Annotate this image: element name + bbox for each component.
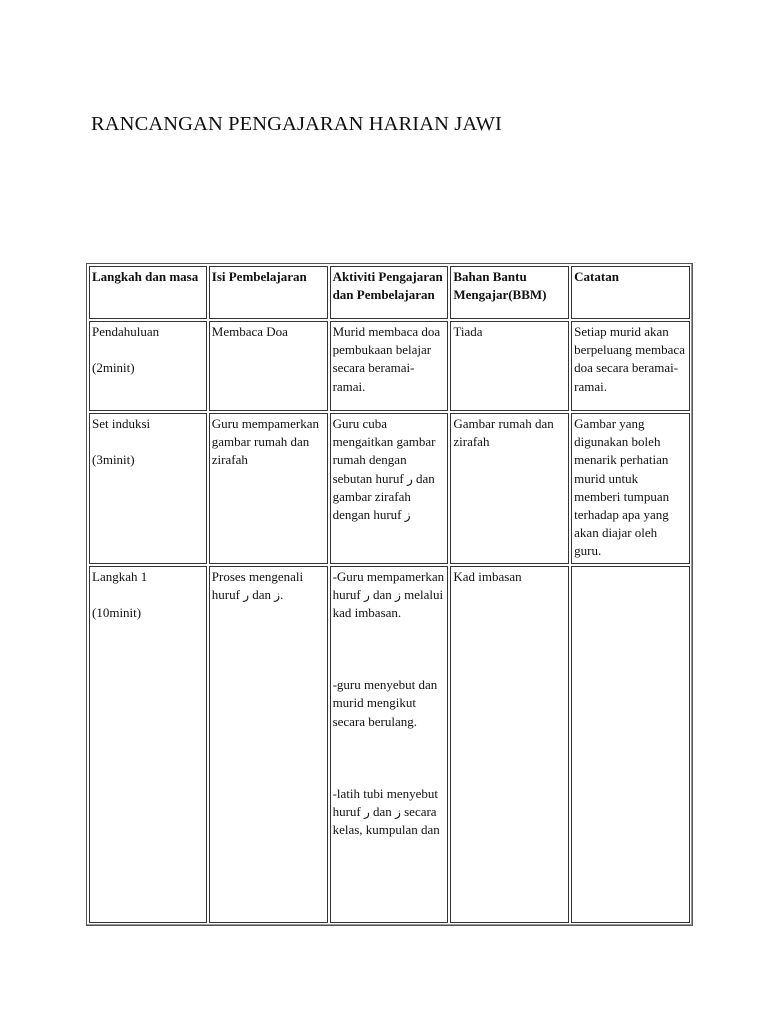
lesson-plan-table xyxy=(86,263,693,926)
activity-text: secara kelas, kumpulan dan xyxy=(332,804,440,838)
cell-bbm: Gambar rumah dan zirafah xyxy=(450,413,569,564)
table-header-row xyxy=(89,266,690,319)
jawi-letter-ra: ر xyxy=(406,471,413,486)
cell-aktiviti xyxy=(330,566,449,923)
cell-langkah xyxy=(89,413,207,564)
content-text: . xyxy=(280,586,284,602)
step-duration: (10minit) xyxy=(92,604,142,620)
activity-item xyxy=(333,785,446,840)
activity-text: dan xyxy=(373,804,392,820)
cell-catatan: Setiap murid akan berpeluang membaca doa secara beramai-ramai. xyxy=(571,321,690,411)
jawi-letter-zai: ز xyxy=(404,508,411,523)
cell-catatan: Gambar yang digunakan boleh menarik perhatian murid untuk memberi tumpuan terhadap apa yang akan diajar oleh guru. xyxy=(571,413,690,564)
jawi-letter-zai: ز xyxy=(274,587,281,602)
header-langkah-masa: Langkah dan masa xyxy=(89,266,207,319)
content-text: dan xyxy=(252,586,272,602)
cell-langkah xyxy=(89,566,207,923)
cell-langkah xyxy=(89,321,207,411)
activity-text: -Guru mempamerkan huruf xyxy=(332,568,445,602)
header-catatan: Catatan xyxy=(571,266,690,319)
table-row xyxy=(89,413,690,564)
activity-text: melalui kad imbasan. xyxy=(332,586,444,621)
cell-bbm: Tiada xyxy=(450,321,569,411)
activity-text: Guru cuba mengaitkan gambar rumah dengan sebutan huruf xyxy=(332,416,436,486)
cell-bbm: Kad imbasan xyxy=(450,566,569,923)
table-row xyxy=(89,321,690,411)
activity-text: -latih tubi menyebut huruf xyxy=(332,785,438,820)
jawi-letter-ra: ر xyxy=(243,587,249,602)
step-duration: (2minit) xyxy=(92,360,135,376)
step-name: Langkah 1 xyxy=(92,568,148,584)
cell-catatan xyxy=(571,566,690,923)
cell-isi: Membaca Doa xyxy=(209,321,328,411)
activity-text: dan gambar zirafah dengan huruf xyxy=(332,470,435,523)
content-text: Proses mengenali huruf xyxy=(211,568,304,602)
activity-text: dan xyxy=(373,586,392,602)
header-aktiviti: Aktiviti Pengajaran dan Pembelajaran xyxy=(330,266,449,319)
cell-aktiviti: Murid membaca doa pembukaan belajar secara beramai-ramai. xyxy=(330,321,449,411)
jawi-letter-zai: ز xyxy=(395,587,401,602)
step-duration: (3minit) xyxy=(92,452,135,468)
jawi-letter-zai: ز xyxy=(395,805,401,820)
cell-aktiviti xyxy=(330,413,449,564)
header-isi-pembelajaran: Isi Pembelajaran xyxy=(209,266,328,319)
table-row xyxy=(89,566,690,923)
document-title: RANCANGAN PENGAJARAN HARIAN JAWI xyxy=(91,113,502,135)
activity-item: -guru menyebut dan murid mengikut secara berulang. xyxy=(332,677,438,729)
step-name: Pendahuluan xyxy=(92,324,160,339)
activity-item xyxy=(333,568,446,623)
jawi-letter-ra: ر xyxy=(363,587,370,602)
cell-isi xyxy=(209,566,328,923)
step-name: Set induksi xyxy=(92,416,151,431)
header-bbm: Bahan Bantu Mengajar(BBM) xyxy=(450,266,569,319)
cell-isi: Guru mempamerkan gambar rumah dan zirafah xyxy=(209,413,328,564)
jawi-letter-ra: ر xyxy=(363,805,370,820)
